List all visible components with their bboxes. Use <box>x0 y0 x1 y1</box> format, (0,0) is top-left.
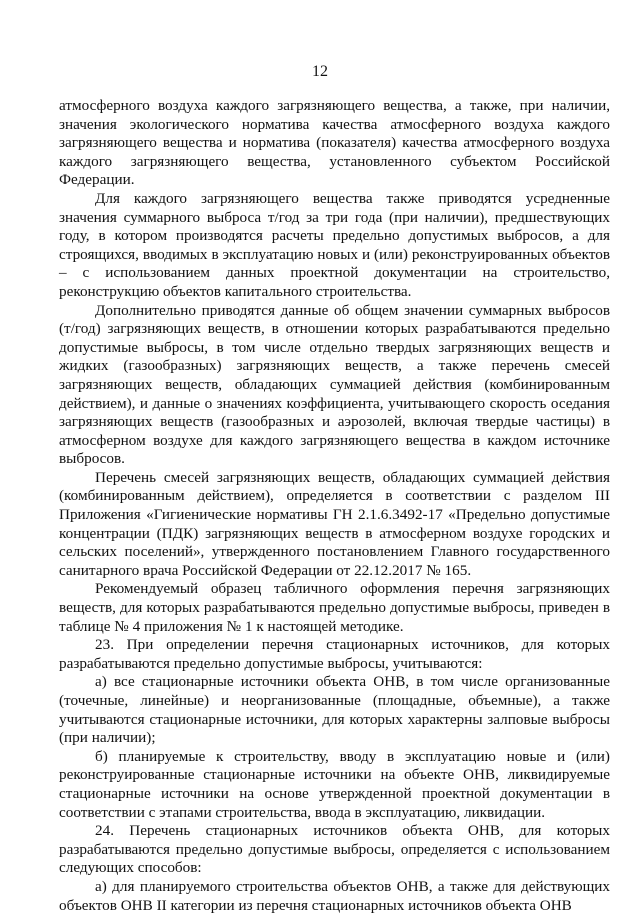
paragraph-table-sample: Рекомендуемый образец табличного оформления перечня загрязняющих веществ, для которых разрабатываются предельно допустимые выбросы, приведен в таблице № 4 приложения № 1 к настоящей методике. <box>59 580 610 635</box>
paragraph-item-24: 24. Перечень стационарных источников объекта ОНВ, для которых разрабатываются предельно допустимые выбросы, определяется с использованием следующих способов: <box>59 822 610 877</box>
paragraph-item-23b: б) планируемые к строительству, вводу в эксплуатацию новые и (или) реконструированные стационарные источники на объекте ОНВ, ликвидируемые стационарные источники на основе утвержденной проектной документации в соответствии с этапами строительства, ввода в эксплуатацию, ликвидации. <box>59 747 610 821</box>
paragraph-item-24a: а) для планируемого строительства объектов ОНВ, а также для действующих объектов ОНВ II категории из перечня стационарных источников объекта ОНВ <box>59 877 610 914</box>
page-number: 12 <box>312 63 328 80</box>
paragraph-item-23a: а) все стационарные источники объекта ОНВ, в том числе организованные (точечные, линейные) и неорганизованные (площадные, объемные), а также учитываются стационарные источники, для которых характерны залповые выбросы (при наличии); <box>59 673 610 747</box>
document-body <box>59 97 610 915</box>
paragraph-continuation: атмосферного воздуха каждого загрязняющего вещества, а также, при наличии, значения экологического норматива качества атмосферного воздуха каждого загрязняющего вещества и норматива (показателя) качества атмосферного воздуха каждого загрязняющего вещества, установленного субъектом Российской Федерации. <box>59 97 610 189</box>
paragraph-average-emissions: Для каждого загрязняющего вещества также приводятся усредненные значения суммарного выброса т/год за три года (при наличии), предшествующих году, в котором производятся расчеты предельно допустимых выбросов, а для строящихся, вводимых в эксплуатацию новых и (или) реконструированных объектов – с использованием данных проектной документации на строительство, реконструкцию объектов капитального строительства. <box>59 189 610 300</box>
paragraph-summation-mixtures: Перечень смесей загрязняющих веществ, обладающих суммацией действия (комбинированным действием), определяется в соответствии с разделом III Приложения «Гигиенические нормативы ГН 2.1.6.3492-17 «Предельно допустимые концентрации (ПДК) загрязняющих веществ в атмосферном воздухе городских и сельских поселений», утвержденного постановлением Главного государственного санитарного врача Российской Федерации от 22.12.2017 № 165. <box>59 468 610 579</box>
paragraph-total-emissions: Дополнительно приводятся данные об общем значении суммарных выбросов (т/год) загрязняющих веществ, в отношении которых разрабатываются предельно допустимые выбросы, в том числе отдельно твердых загрязняющих веществ и жидких (газообразных) загрязняющих веществ, а также перечень смесей загрязняющих веществ, обладающих суммацией действия (комбинированным действием), и данные о значениях коэффициента, учитывающего скорость оседания загрязняющих веществ (газообразных и аэрозолей, включая твердые частицы) в атмосферном воздухе для каждого загрязняющего вещества в каждом источнике выбросов. <box>59 301 610 468</box>
paragraph-item-23: 23. При определении перечня стационарных источников, для которых разрабатываются предельно допустимые выбросы, учитываются: <box>59 636 610 672</box>
